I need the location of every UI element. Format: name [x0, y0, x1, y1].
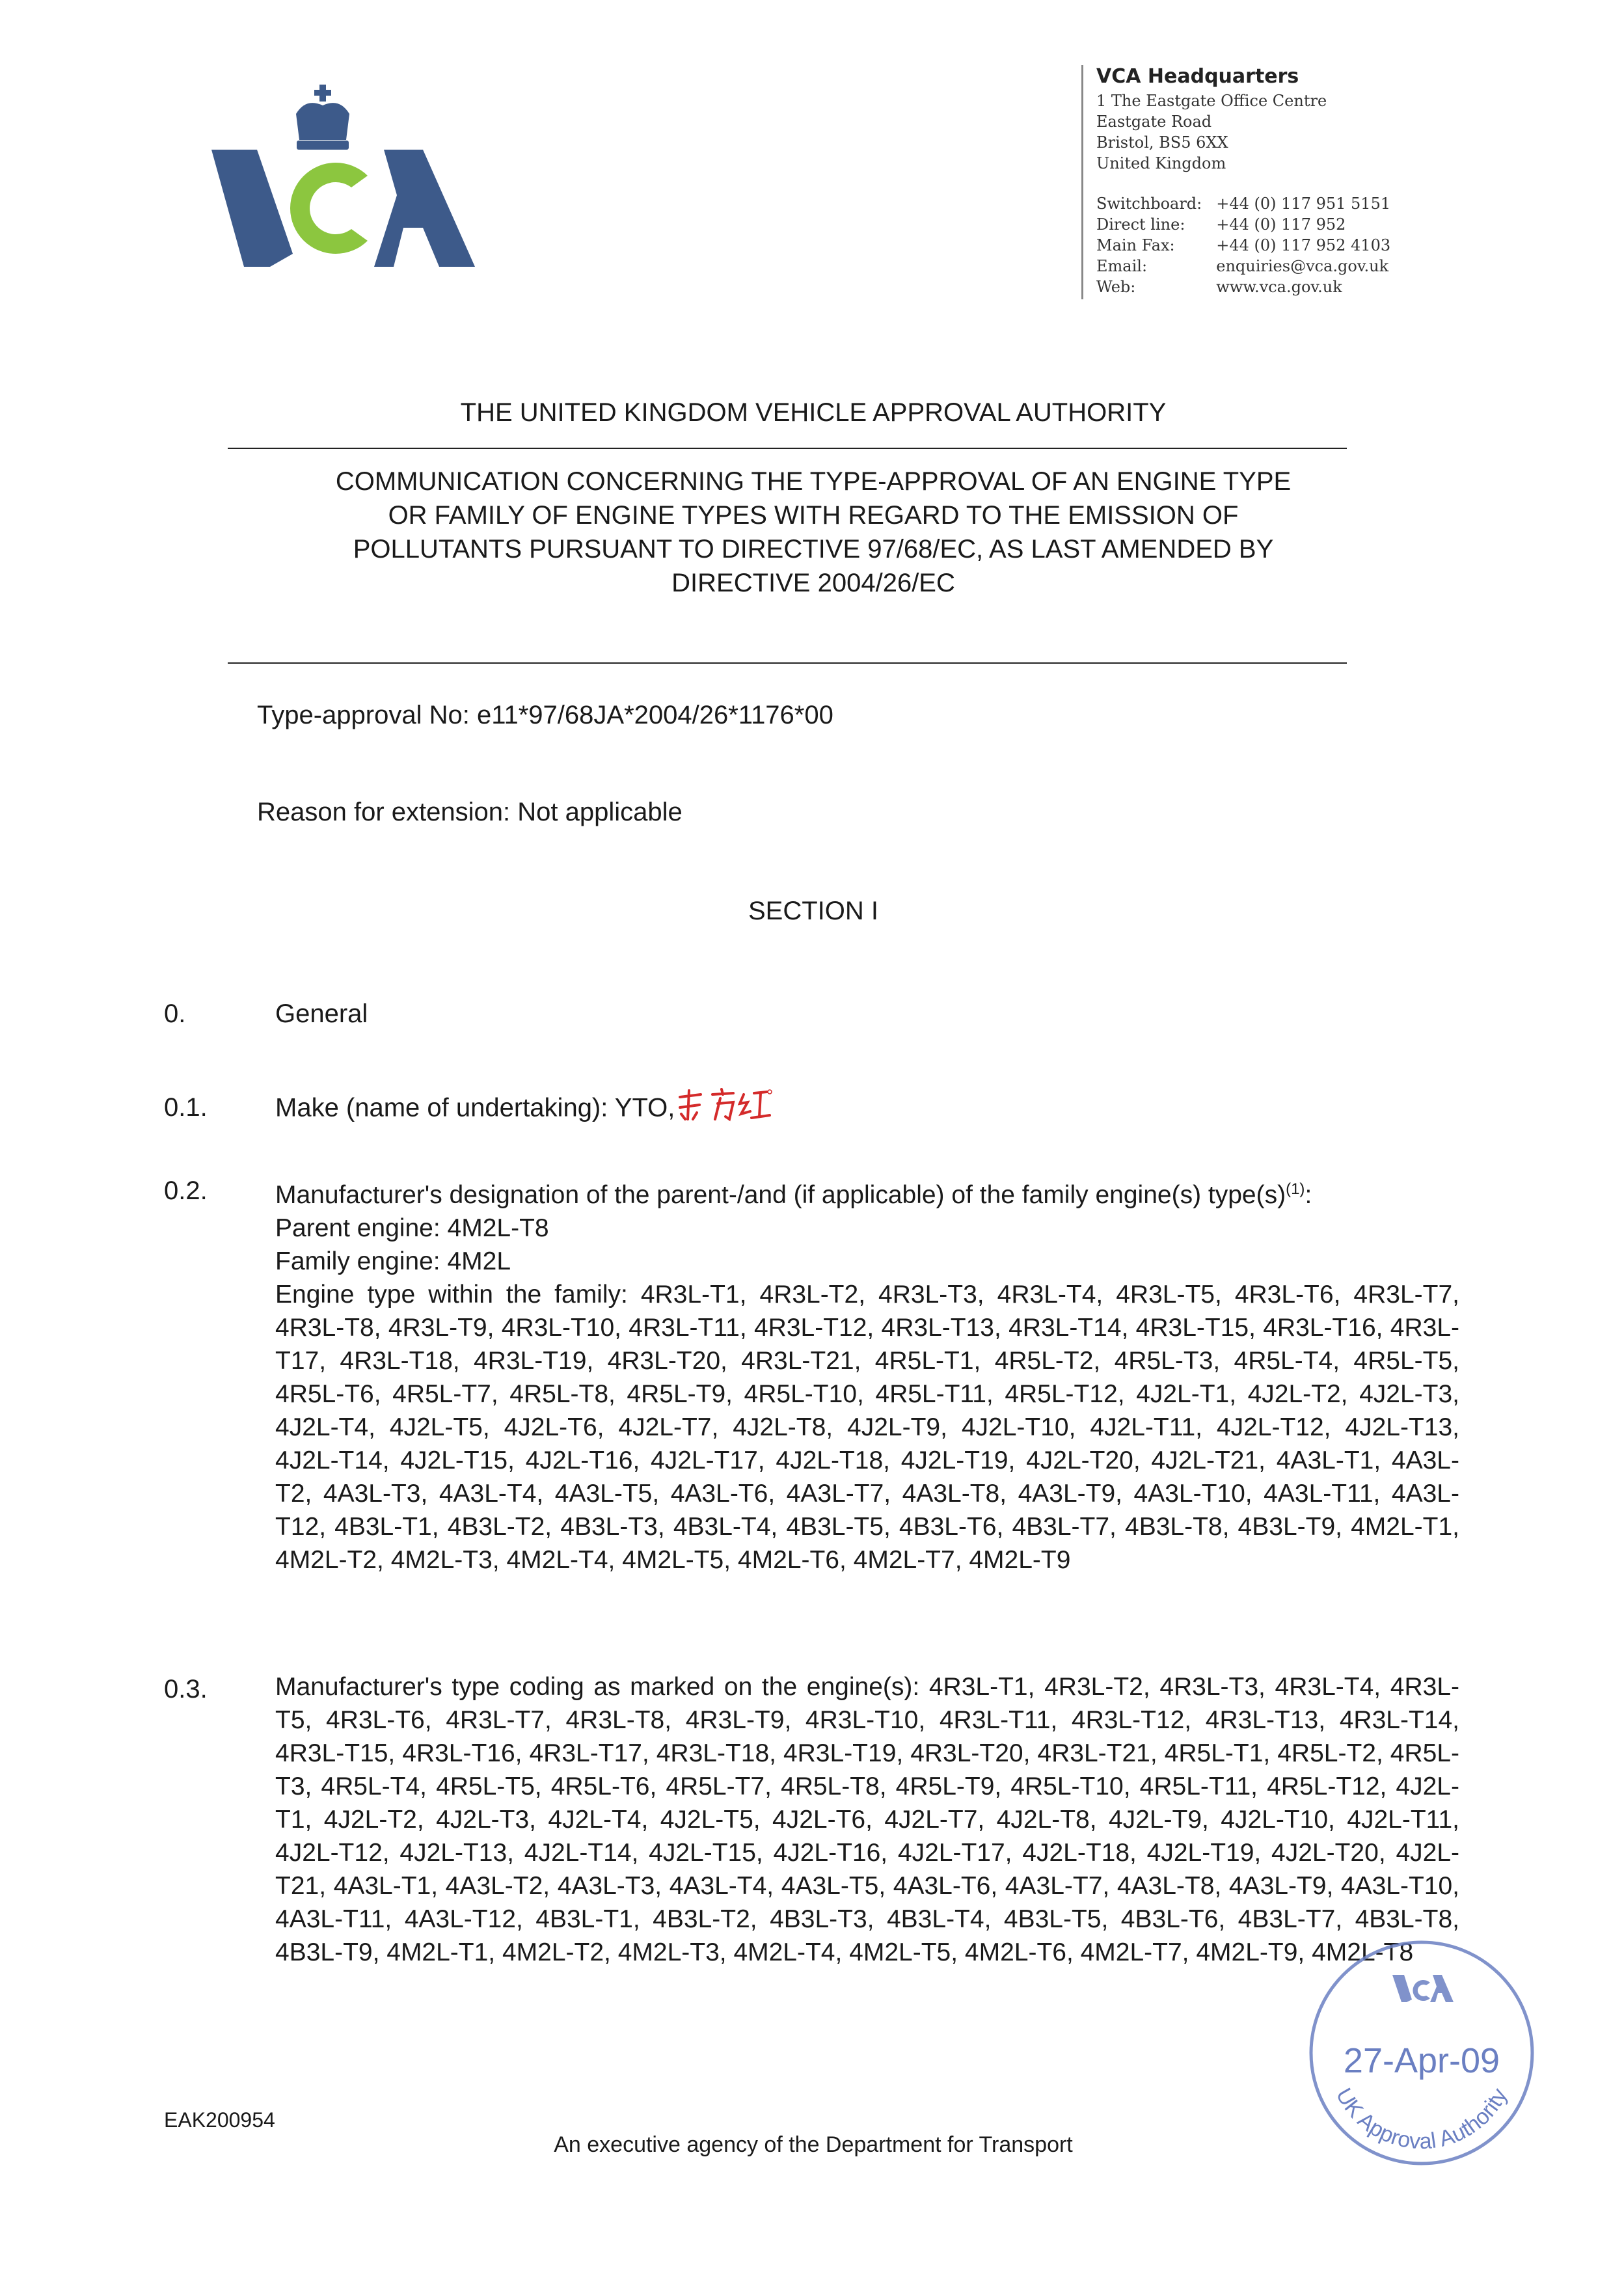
contact-value: +44 (0) 117 952 4103	[1216, 236, 1391, 254]
contact-block	[1081, 65, 1461, 299]
document-reference: EAK200954	[164, 2108, 275, 2132]
logo-letter-a	[374, 150, 475, 267]
item-number: 0.	[164, 999, 186, 1028]
logo-letter-c	[290, 163, 368, 254]
contact-row	[1096, 256, 1405, 277]
contact-row	[1096, 277, 1405, 297]
agency-footer: An executive agency of the Department for Transport	[554, 2132, 1073, 2157]
designation-text: Manufacturer's designation of the parent-/and (if applicable) of the family engine(s) type(s)	[275, 1181, 1286, 1209]
contact-label: Switchboard:	[1096, 195, 1202, 213]
parent-engine: Parent engine: 4M2L-T8	[275, 1214, 549, 1242]
item-designation	[275, 1173, 1459, 1577]
contact-value[interactable]: www.vca.gov.uk	[1216, 278, 1342, 296]
logo-letter-v	[211, 150, 293, 267]
item-make	[275, 1088, 1056, 1131]
contact-label: Direct line:	[1096, 215, 1185, 234]
type-approval-number: Type-approval No: e11*97/68JA*2004/26*1176*00	[257, 701, 833, 729]
designation-heading	[275, 1173, 1459, 1212]
title-line: DIRECTIVE 2004/26/EC	[671, 569, 955, 597]
contact-row	[1096, 214, 1405, 235]
make-logo-text	[772, 1088, 773, 1089]
contact-value: +44 (0) 117 952	[1216, 215, 1346, 234]
section-heading: SECTION I	[748, 897, 879, 925]
logo-text	[481, 78, 482, 79]
authority-heading: THE UNITED KINGDOM VEHICLE APPROVAL AUTHORITY	[460, 398, 1167, 427]
designation-colon: :	[1305, 1181, 1312, 1209]
contact-label: Web:	[1096, 278, 1136, 296]
title-line: POLLUTANTS PURSUANT TO DIRECTIVE 97/68/EC, AS LAST AMENDED BY	[353, 535, 1274, 563]
crown-icon	[296, 85, 349, 150]
stamp-vca-icon	[1392, 1975, 1454, 2002]
title-line: COMMUNICATION CONCERNING THE TYPE-APPROVAL OF AN ENGINE TYPE	[335, 467, 1292, 496]
family-engine: Family engine: 4M2L	[275, 1247, 511, 1275]
contact-label: Main Fax:	[1096, 236, 1175, 254]
make-value: YTO,	[614, 1093, 675, 1122]
approval-stamp-seal	[1295, 1926, 1549, 2180]
contact-value[interactable]: enquiries@vca.gov.uk	[1216, 257, 1389, 275]
approval-stamp	[1295, 1926, 1549, 2180]
title-line: OR FAMILY OF ENGINE TYPES WITH REGARD TO THE EMISSION OF	[388, 501, 1239, 530]
item-number: 0.1.	[164, 1093, 208, 1122]
contact-title: VCA Headquarters	[1096, 65, 1299, 88]
reason-for-extension: Reason for extension: Not applicable	[257, 798, 683, 826]
vca-logo	[208, 78, 481, 273]
dongfanghong-seal-icon	[675, 1088, 772, 1131]
address-line: United Kingdom	[1096, 154, 1226, 172]
stamp-ring-label: UK Approval Authority	[1331, 2083, 1513, 2154]
contact-table	[1096, 193, 1405, 297]
contact-row	[1096, 235, 1405, 256]
address-line: Eastgate Road	[1096, 113, 1212, 131]
vca-crest-logo	[208, 78, 481, 273]
make-label: Make (name of undertaking):	[275, 1093, 608, 1122]
contact-label: Email:	[1096, 257, 1148, 275]
item-number: 0.3.	[164, 1675, 208, 1703]
stamp-date: 27-Apr-09	[1343, 2041, 1500, 2080]
engine-types-list: Engine type within the family: 4R3L-T1, 4R3L-T2, 4R3L-T3, 4R3L-T4, 4R3L-T5, 4R3L-T6, 4R3L-T7, 4R3L-T8, 4R3L-T9, 4R3L-T10, 4R3L-T11, 4R3L-T12, 4R3L-T13, 4R3L-T14, 4R3L-T15, 4R3L-T16, 4R3L-T17, 4R3L-T18, 4R3L-T19, 4R3L-T20, 4R3L-T21, 4R5L-T1, 4R5L-T2, 4R5L-T3, 4R5L-T4, 4R5L-T5, 4R5L-T6, 4R5L-T7, 4R5L-T8, 4R5L-T9, 4R5L-T10, 4R5L-T11, 4R5L-T12, 4J2L-T1, 4J2L-T2, 4J2L-T3, 4J2L-T4, 4J2L-T5, 4J2L-T6, 4J2L-T7, 4J2L-T8, 4J2L-T9, 4J2L-T10, 4J2L-T11, 4J2L-T12, 4J2L-T13, 4J2L-T14, 4J2L-T15, 4J2L-T16, 4J2L-T17, 4J2L-T18, 4J2L-T19, 4J2L-T20, 4J2L-T21, 4A3L-T1, 4A3L-T2, 4A3L-T3, 4A3L-T4, 4A3L-T5, 4A3L-T6, 4A3L-T7, 4A3L-T8, 4A3L-T9, 4A3L-T10, 4A3L-T11, 4A3L-T12, 4B3L-T1, 4B3L-T2, 4B3L-T3, 4B3L-T4, 4B3L-T5, 4B3L-T6, 4B3L-T7, 4B3L-T8, 4B3L-T9, 4M2L-T1, 4M2L-T2, 4M2L-T3, 4M2L-T4, 4M2L-T5, 4M2L-T6, 4M2L-T7, 4M2L-T9	[275, 1281, 1459, 1574]
address-line: Bristol, BS5 6XX	[1096, 133, 1228, 152]
item-number: 0.2.	[164, 1176, 208, 1205]
address-line: 1 The Eastgate Office Centre	[1096, 92, 1327, 110]
item-general: General	[275, 999, 368, 1028]
contact-value: +44 (0) 117 951 5151	[1216, 195, 1391, 213]
divider-bottom	[228, 662, 1347, 664]
type-coding-list: Manufacturer's type coding as marked on the engine(s): 4R3L-T1, 4R3L-T2, 4R3L-T3, 4R3L-T4, 4R3L-T5, 4R3L-T6, 4R3L-T7, 4R3L-T8, 4R3L-T9, 4R3L-T10, 4R3L-T11, 4R3L-T12, 4R3L-T13, 4R3L-T14, 4R3L-T15, 4R3L-T16, 4R3L-T17, 4R3L-T18, 4R3L-T19, 4R3L-T20, 4R3L-T21, 4R5L-T1, 4R5L-T2, 4R5L-T3, 4R5L-T4, 4R5L-T5, 4R5L-T6, 4R5L-T7, 4R5L-T8, 4R5L-T9, 4R5L-T10, 4R5L-T11, 4R5L-T12, 4J2L-T1, 4J2L-T2, 4J2L-T3, 4J2L-T4, 4J2L-T5, 4J2L-T6, 4J2L-T7, 4J2L-T8, 4J2L-T9, 4J2L-T10, 4J2L-T11, 4J2L-T12, 4J2L-T13, 4J2L-T14, 4J2L-T15, 4J2L-T16, 4J2L-T17, 4J2L-T18, 4J2L-T19, 4J2L-T20, 4J2L-T21, 4A3L-T1, 4A3L-T2, 4A3L-T3, 4A3L-T4, 4A3L-T5, 4A3L-T6, 4A3L-T7, 4A3L-T8, 4A3L-T9, 4A3L-T10, 4A3L-T11, 4A3L-T12, 4B3L-T1, 4B3L-T2, 4B3L-T3, 4B3L-T4, 4B3L-T5, 4B3L-T6, 4B3L-T7, 4B3L-T8, 4B3L-T9, 4M2L-T1, 4M2L-T2, 4M2L-T3, 4M2L-T4, 4M2L-T5, 4M2L-T6, 4M2L-T7, 4M2L-T9, 4M2L-T8	[275, 1673, 1459, 1966]
communication-title	[195, 465, 1431, 600]
divider-top	[228, 448, 1347, 449]
contact-row	[1096, 193, 1405, 214]
footnote-marker: (1)	[1286, 1180, 1305, 1198]
